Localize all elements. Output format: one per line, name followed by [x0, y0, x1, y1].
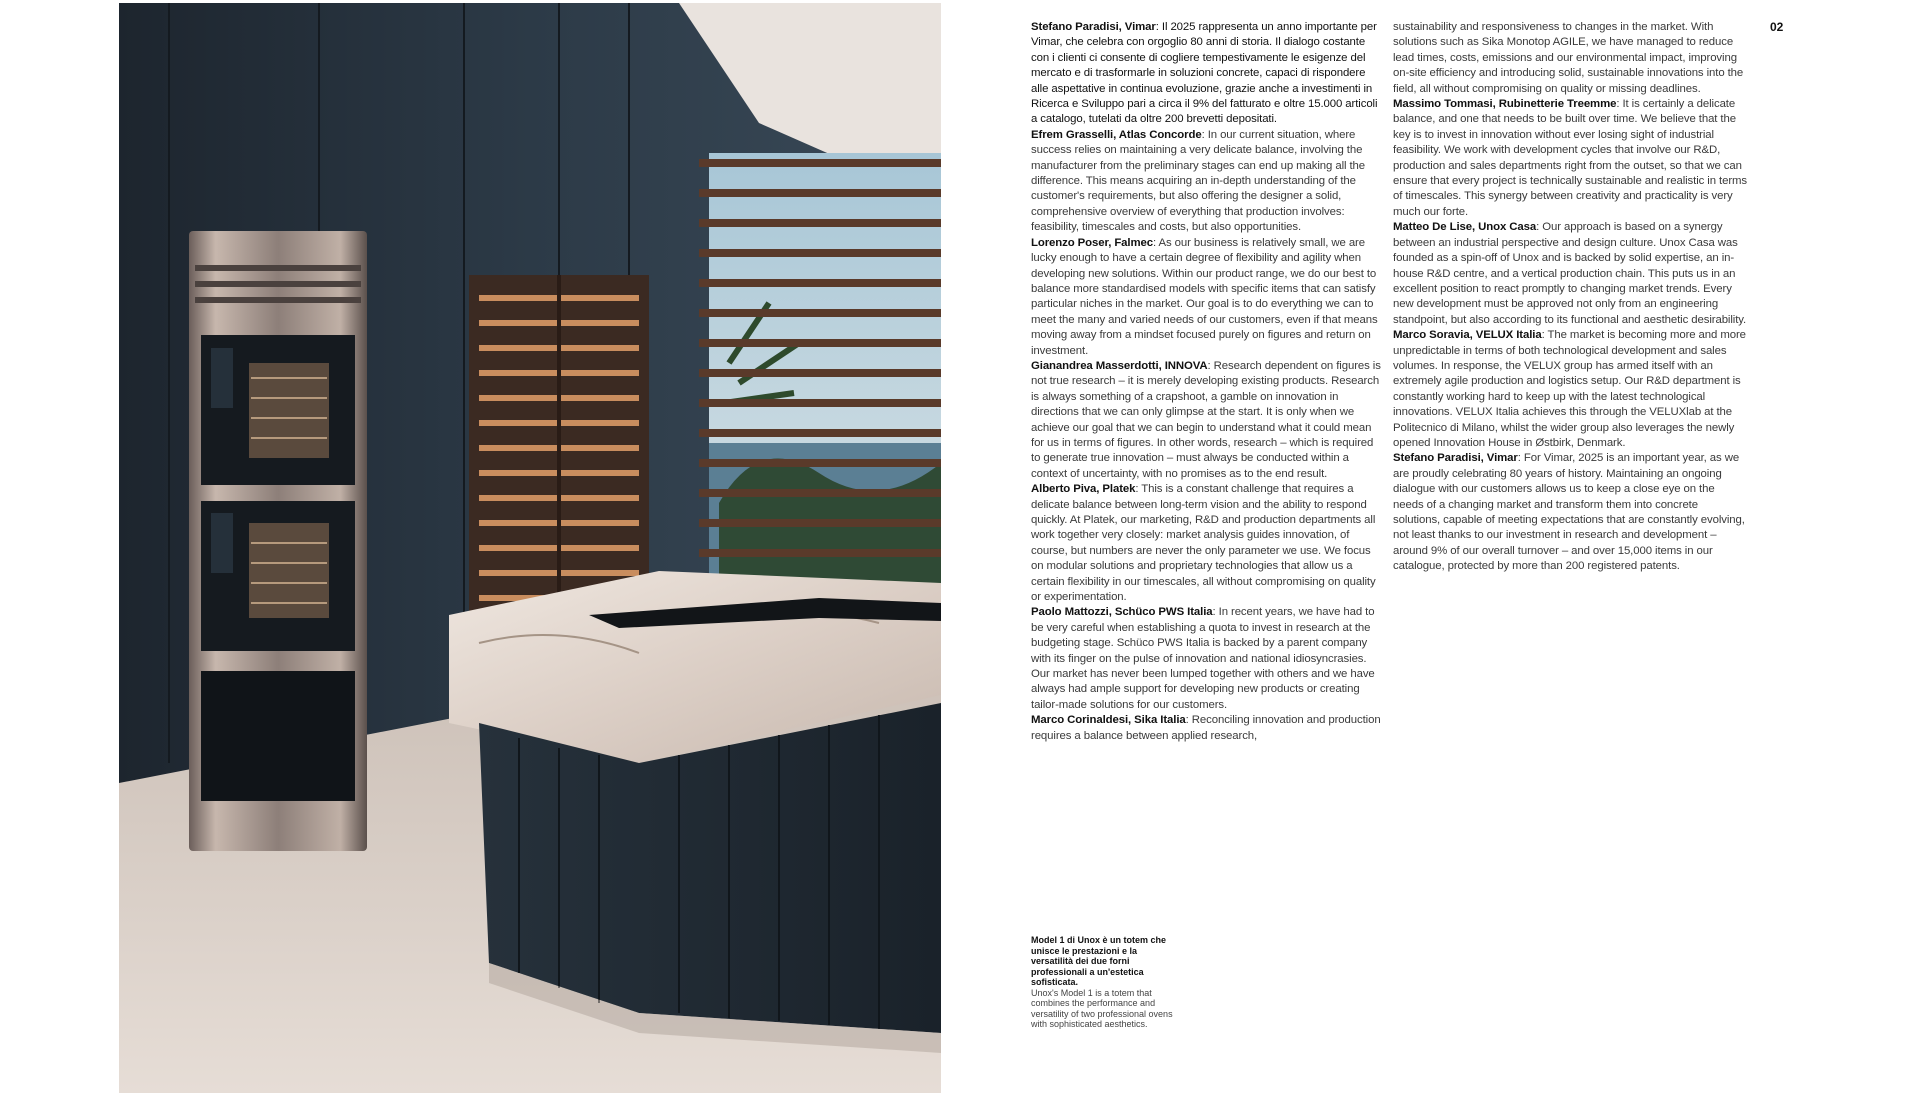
speaker-name: Marco Corinaldesi, Sika Italia: [1031, 714, 1186, 727]
interview-paragraph: [1393, 97, 1748, 220]
interview-paragraph: [1393, 328, 1748, 451]
caption-english: Unox's Model 1 is a totem that combines the performance and versatility of two professional ovens with sophisticated aesthetics.: [1031, 987, 1173, 1029]
interview-paragraph: [1393, 451, 1748, 574]
paragraph-text: : This is a constant challenge that requires a delicate balance between long-term vision and the ability to respond quickly. At Platek, our marketing, R&D and production departments all work together very closely: market analysis guides innovation, of course, but numbers are never the only parameter we use. We focus on modular solutions and proprietary technologies that allow us a certain flexibility in our timescales, all without compromising on quality or experimentation.: [1031, 483, 1376, 604]
page-number: 02: [1770, 20, 1784, 34]
paragraph-text: sustainability and responsiveness to changes in the market. With solutions such as Sika Monotop AGILE, we have managed to reduce lead times, costs, emissions and our environmental impact, improving on-site efficiency and introducing solid, sustainable innovations into the field, all without compromising on quality or missing deadlines.: [1393, 21, 1744, 95]
interview-paragraph: [1393, 20, 1748, 97]
interview-paragraph: [1031, 482, 1383, 605]
interview-paragraph: [1031, 128, 1383, 236]
paragraph-text: : It is certainly a delicate balance, and one that needs to be built over time. We believe that the key is to invest in innovation without ever losing sight of industrial feasibility. We work with development cycles that involve our R&D, production and sales departments right from the outset, so that we can ensure that every project is technically sustainable and realistic in terms of timescales. This synergy between creativity and practicality is very much our forte.: [1393, 98, 1748, 218]
interview-paragraph: [1031, 605, 1383, 713]
text-column-2: [1393, 20, 1748, 575]
interview-paragraph: [1031, 236, 1383, 359]
speaker-name: Stefano Paradisi, Vimar: [1031, 21, 1156, 33]
speaker-name: Gianandrea Masserdotti, INNOVA: [1031, 359, 1208, 372]
paragraph-text: : Research dependent on figures is not true research – it is merely developing existing products. Research is always something of a crapshoot, a gamble on innovation in directions that we can only glimpse at the start. It is only when we achieve our goal that we can begin to understand what it could mean for us in terms of figures. In other words, research – which is required to generate true innovation – must always be conducted within a context of uncertainty, with no promises as to the end result.: [1031, 359, 1381, 480]
speaker-name: Marco Soravia, VELUX Italia: [1393, 329, 1542, 342]
kitchen-photo: [119, 3, 941, 1093]
caption-italian: Model 1 di Unox è un totem che unisce le prestazioni e la versatilità dei due forni professionali a un'estetica sofisticata.: [1031, 935, 1167, 987]
paragraph-text: : In our current situation, where success relies on maintaining a very delicate balance, involving the manufacturer from the preliminary stages can end up making all the difference. This means acquiring an in-depth understanding of the customer's requirements, but also offering the designer a solid, comprehensive overview of everything that production involves: feasibility, timescales and costs, but also opportunities.: [1031, 128, 1366, 234]
interview-paragraph: [1031, 359, 1383, 482]
interview-paragraph: [1031, 20, 1383, 128]
text-column-1: [1031, 20, 1383, 744]
interview-paragraph: [1393, 220, 1748, 328]
paragraph-text: : Il 2025 rappresenta un anno importante per Vimar, che celebra con orgoglio 80 anni di storia. Il dialogo costante con i clienti ci consente di cogliere tempestivamente le esigenze del mercato e di trasformarle in soluzioni concrete, capaci di rispondere alle aspettative in continua evoluzione, grazie anche a investimenti in Ricerca e Sviluppo pari a circa il 9% del fatturato e oltre 15.000 articoli a catalogo, tutelati da oltre 200 brevetti depositati.: [1031, 21, 1378, 126]
paragraph-text: : As our business is relatively small, we are lucky enough to have a certain degree of flexibility and agility when developing new solutions. Within our product range, we do our best to balance more standardised models with specific items that can satisfy particular niches in the market. Our goal is to do everything we can to meet the many and varied needs of our customers, even if that means moving away from a mindset focused purely on figures and return on investment.: [1031, 236, 1378, 357]
speaker-name: Lorenzo Poser, Falmec: [1031, 236, 1153, 249]
paragraph-text: : The market is becoming more and more unpredictable in terms of both technological development and sales volumes. In response, the VELUX group has armed itself with an extremely agile production and logistics setup. Our R&D department is constantly working hard to keep up with the latest technological innovations. VELUX Italia achieves this through the VELUXlab at the Politecnico di Milano, whilst the wider group also leverages the newly opened Innovation House in Østbirk, Denmark.: [1393, 329, 1746, 449]
paragraph-text: : In recent years, we have had to be very careful when establishing a quota to invest in research at the budgeting stage. Schüco PWS Italia is backed by a parent company with its finger on the pulse of innovation and national idiosyncrasies. Our market has never been lumped together with others and we have always had ample support for developing new products or creating tailor-made solutions for our customers.: [1031, 606, 1375, 711]
speaker-name: Paolo Mattozzi, Schüco PWS Italia: [1031, 606, 1213, 619]
interview-paragraph: [1031, 713, 1383, 744]
speaker-name: Alberto Piva, Platek: [1031, 483, 1136, 496]
speaker-name: Efrem Grasselli, Atlas Concorde: [1031, 128, 1202, 141]
paragraph-text: : Reconciling innovation and production requires a balance between applied research,: [1031, 714, 1381, 742]
speaker-name: Stefano Paradisi, Vimar: [1393, 452, 1518, 465]
paragraph-text: : Our approach is based on a synergy between an industrial perspective and design culture. Unox Casa was founded as a spin-off of Unox and is backed by solid expertise, an in-house R&D centre, and a vertical production chain. This puts us in an excellent position to react promptly to changing market trends. Every new development must be approved not only from an engineering standpoint, but also according to its functional and aesthetic desirability.: [1393, 221, 1747, 326]
paragraph-text: : For Vimar, 2025 is an important year, as we are proudly celebrating 80 years of history. Maintaining an ongoing dialogue with our customers allows us to keep a close eye on the needs of a changing market and transform them into concrete solutions, capable of meeting expectations that are constantly evolving, not least thanks to our investment in research and development – around 9% of our overall turnover – and over 15,000 items in our catalogue, protected by more than 200 registered patents.: [1393, 452, 1745, 573]
speaker-name: Matteo De Lise, Unox Casa: [1393, 221, 1537, 234]
photo-caption: [1031, 935, 1181, 1030]
speaker-name: Massimo Tommasi, Rubinetterie Treemme: [1393, 98, 1617, 111]
